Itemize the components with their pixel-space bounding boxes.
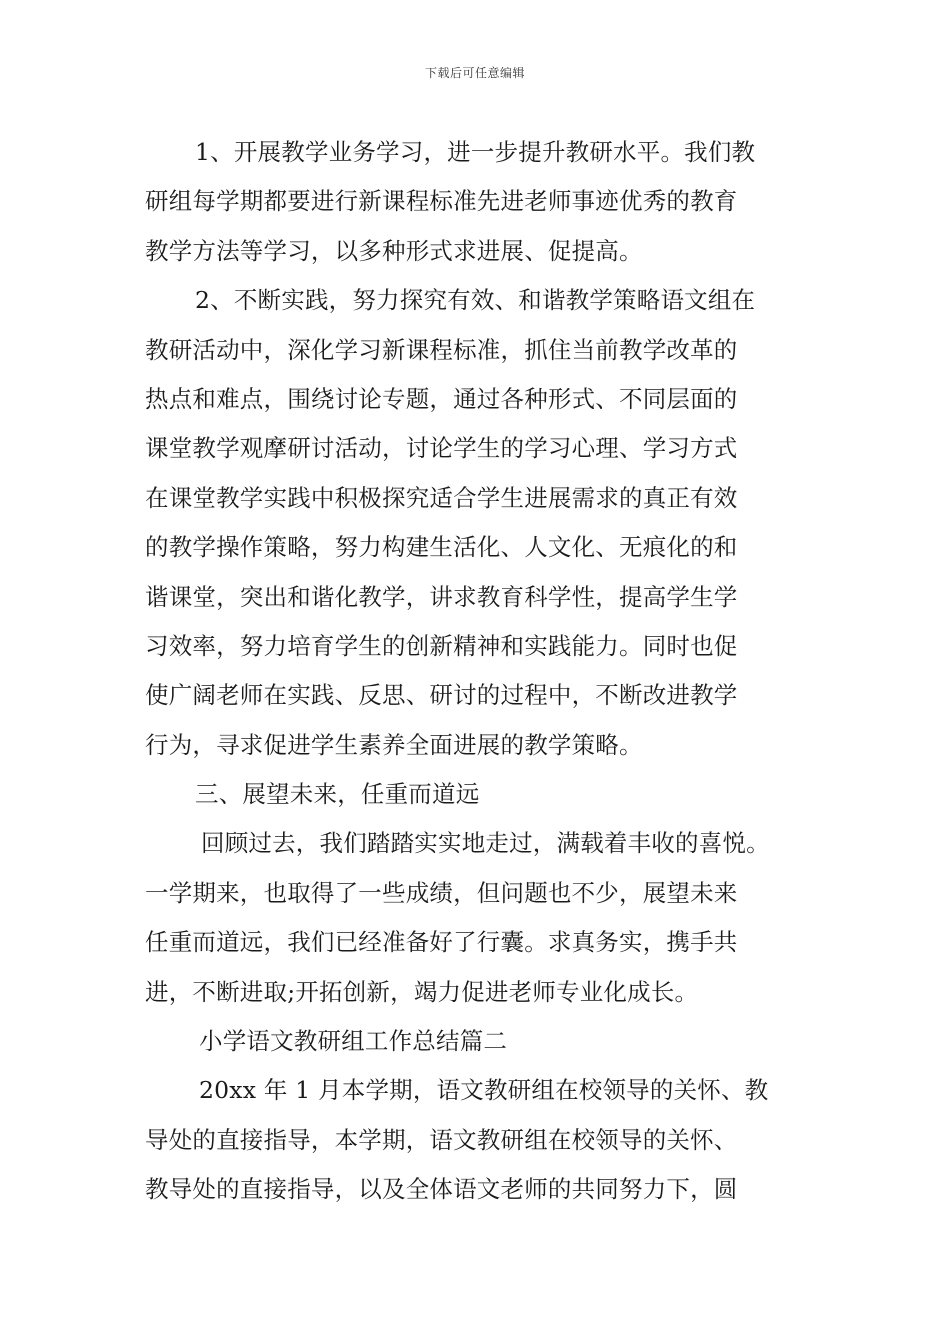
paragraph-1-line-1: 1、开展教学业务学习，进一步提升教研水平。我们教	[195, 138, 756, 166]
paragraph-1-line-2: 研组每学期都要进行新课程标准先进老师事迹优秀的教育	[145, 187, 738, 216]
paragraph-3-line-4: 进，不断进取;开拓创新，竭力促进老师专业化成长。	[145, 977, 699, 1006]
page-header-note: 下载后可任意编辑	[424, 66, 525, 80]
paragraph-2-line-8: 习效率，努力培育学生的创新精神和实践能力。同时也促	[145, 631, 738, 660]
article-title-part-2: 小学语文教研组工作总结篇二	[199, 1027, 508, 1056]
paragraph-4-line-2: 导处的直接指导，本学期，语文教研组在校领导的关怀、	[145, 1125, 738, 1154]
paragraph-2-line-3: 热点和难点，围绕讨论专题，通过各种形式、不同层面的	[145, 384, 738, 413]
paragraph-3-line-3: 任重而道远，我们已经准备好了行囊。求真务实，携手共	[145, 928, 738, 957]
paragraph-2-line-10: 行为，寻求促进学生素养全面进展的教学策略。	[145, 730, 643, 759]
paragraph-2-line-1: 2、不断实践，努力探究有效、和谐教学策略语文组在	[195, 286, 756, 315]
paragraph-2-line-7: 谐课堂，突出和谐化教学，讲求教育科学性，提高学生学	[145, 582, 738, 611]
section-heading-3: 三、展望未来，任重而道远	[195, 780, 480, 809]
paragraph-3-line-1: 回顾过去，我们踏踏实实地走过，满载着丰收的喜悦。	[201, 829, 770, 858]
paragraph-4-line-1: 20xx 年 1 月本学期，语文教研组在校领导的关怀、教	[199, 1076, 769, 1105]
paragraph-2-line-2: 教研活动中，深化学习新课程标准，抓住当前教学改革的	[145, 335, 738, 364]
paragraph-2-line-5: 在课堂教学实践中积极探究适合学生进展需求的真正有效	[145, 483, 738, 512]
document-body	[145, 128, 810, 1215]
paragraph-3-line-2: 一学期来，也取得了一些成绩，但问题也不少，展望未来	[145, 878, 738, 907]
paragraph-4-line-3: 教导处的直接指导，以及全体语文老师的共同努力下，圆	[145, 1175, 738, 1204]
paragraph-2-line-6: 的教学操作策略，努力构建生活化、人文化、无痕化的和	[145, 533, 738, 562]
paragraph-2-line-4: 课堂教学观摩研讨活动，讨论学生的学习心理、学习方式	[145, 434, 738, 463]
paragraph-1-line-3: 教学方法等学习，以多种形式求进展、促提高。	[145, 236, 643, 265]
paragraph-2-line-9: 使广阔老师在实践、反思、研讨的过程中，不断改进教学	[145, 681, 738, 710]
